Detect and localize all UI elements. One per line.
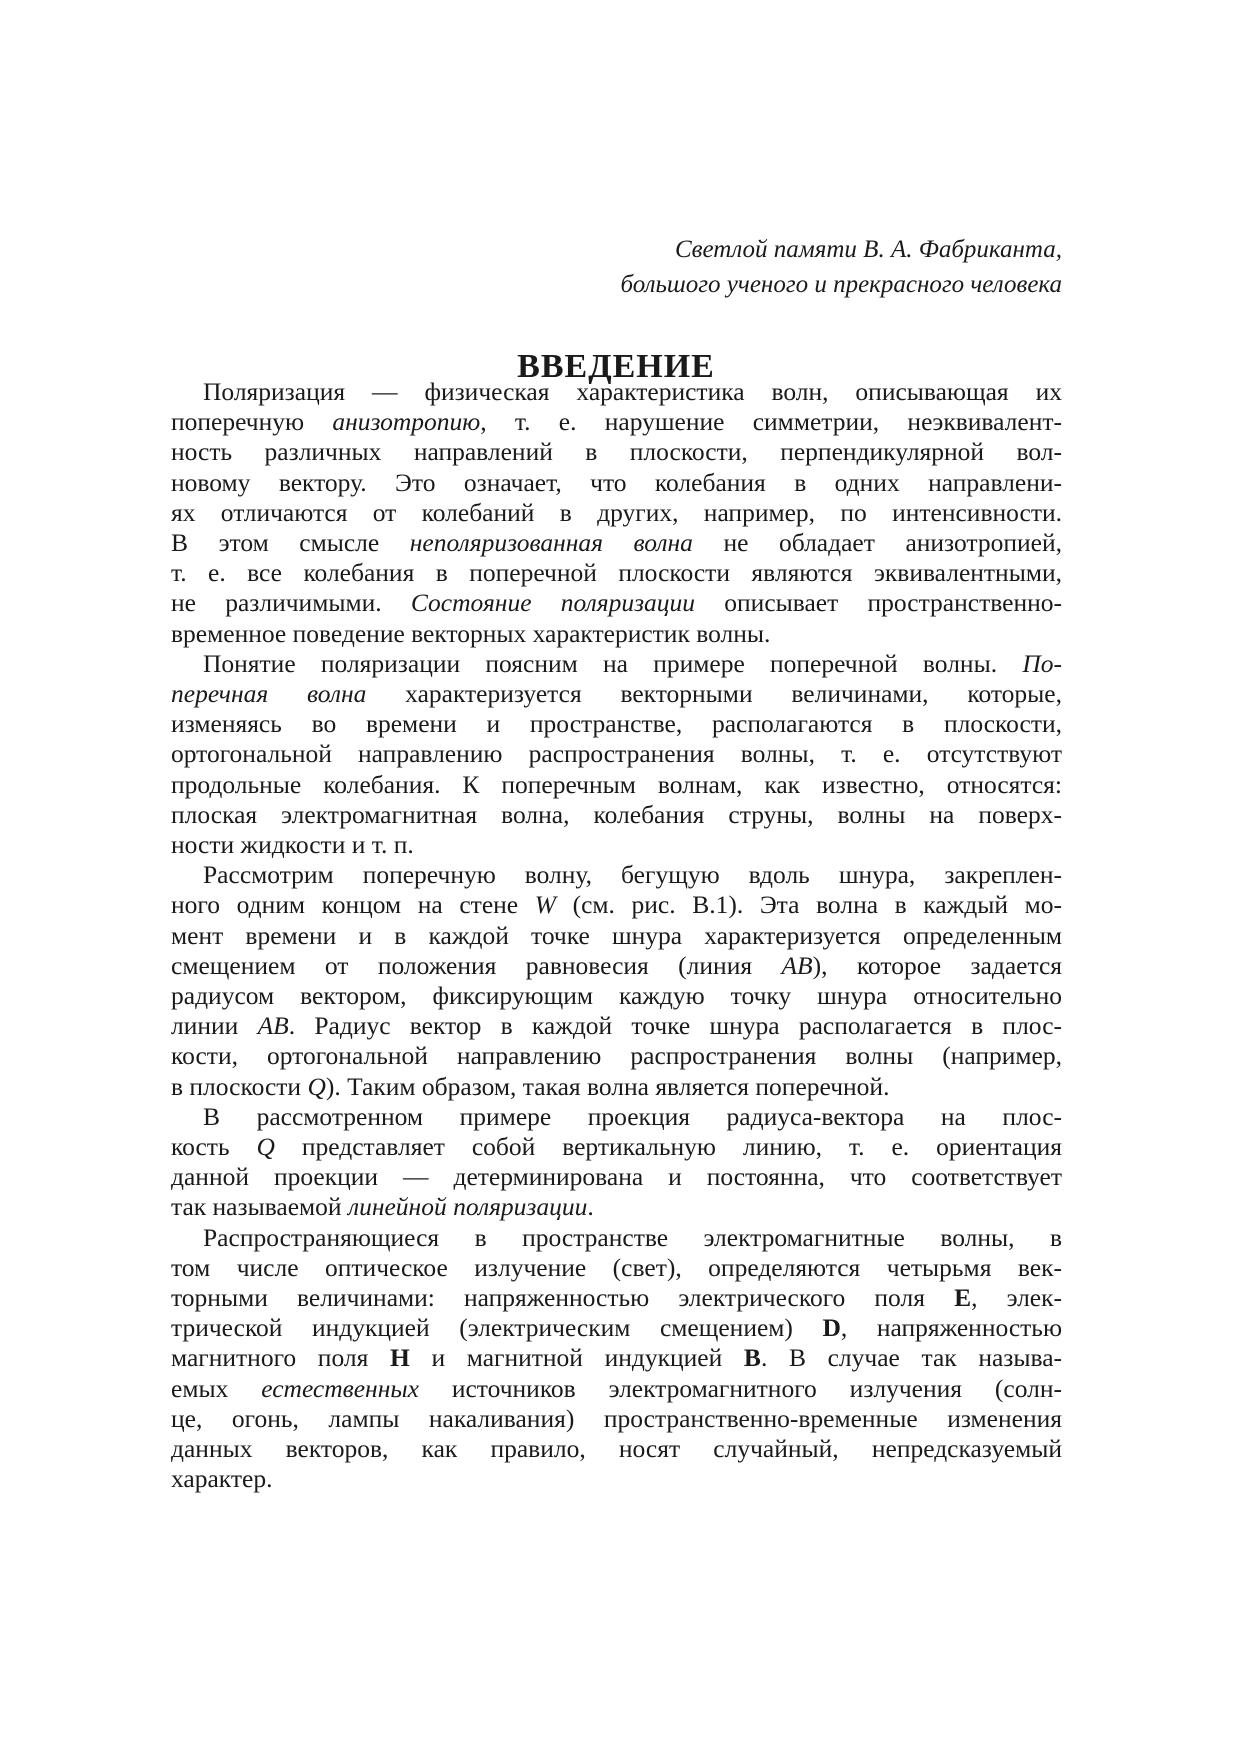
text-line — [171, 435, 1062, 469]
text-run: характер. — [171, 1464, 273, 1494]
bold-symbol: E — [954, 1283, 972, 1312]
text-run: линии — [171, 1011, 258, 1041]
text-run: радиусом вектором, фиксирующим каждую точку шнура относительно — [171, 981, 1062, 1010]
text-run: (см. рис. В.1). Эта волна в каждый мо- — [555, 890, 1062, 920]
text-line — [171, 405, 1062, 439]
text-run: Рассмотрим поперечную волну, бегущую вдоль шнура, закреплен- — [203, 860, 1062, 890]
text-line — [171, 798, 1062, 832]
text-line — [203, 858, 1062, 892]
text-run: Понятие поляризации поясним на примере поперечной волны. — [203, 648, 1023, 678]
text-run: трической индукцией (электрическим смещением) — [171, 1313, 823, 1343]
text-line — [203, 1221, 1062, 1255]
bold-symbol: H — [389, 1343, 410, 1373]
italic-term: Состояние поляризации — [410, 588, 696, 618]
text-run: продольные колебания. К поперечным волнам, как известно, относятся: — [171, 769, 1062, 799]
text-run: так называемой — [171, 1192, 348, 1222]
text-run: це, огонь, лампы накаливания) пространственно-временные изменения — [171, 1403, 1062, 1433]
text-run: плоская электромагнитная волна, колебания струны, волны на поверх- — [171, 799, 1062, 829]
italic-term: AB — [257, 1011, 289, 1041]
text-run: торными величинами: напряженностью электрического поля — [171, 1283, 955, 1312]
text-run: мент времени и в каждой точке шнура характеризуется определенным — [171, 920, 1062, 950]
text-line — [171, 1402, 1062, 1436]
italic-term: неполяризованная волна — [409, 528, 693, 557]
text-line — [171, 828, 1062, 862]
dedication-line-2: большого ученого и прекрасного человека — [620, 271, 1062, 298]
italic-term: По- — [1022, 648, 1062, 678]
text-run: ортогональной направлению распространения волны, т. е. отсутствуют — [171, 739, 1062, 769]
chapter-heading: ВВЕДЕНИЕ — [517, 348, 715, 385]
text-line — [171, 949, 1062, 983]
text-run: В рассмотренном примере проекция радиуса-вектора на плос- — [203, 1101, 1062, 1131]
text-run: кость — [171, 1132, 257, 1161]
text-line — [171, 556, 1062, 590]
text-line — [171, 1462, 1062, 1496]
text-line — [171, 1432, 1062, 1466]
text-line — [171, 1372, 1062, 1406]
text-line — [171, 496, 1062, 530]
italic-term: линейной поляризации — [347, 1192, 588, 1222]
text-run: ности жидкости и т. п. — [171, 830, 414, 859]
italic-term: естественных — [261, 1373, 419, 1403]
italic-term: анизотропию — [332, 407, 481, 437]
text-run: характеризуется векторными величинами, которые, — [366, 679, 1062, 708]
text-line — [171, 677, 1062, 711]
text-line — [171, 1160, 1062, 1194]
text-run: источников электромагнитного излучения (солн- — [418, 1373, 1062, 1403]
dedication-line-1: Светлой памяти В. А. Фабриканта, — [675, 236, 1062, 263]
text-run: . Радиус вектор в каждой точке шнура располагается в плос- — [288, 1011, 1062, 1041]
text-run: смещением от положения равновесия (линия — [171, 950, 782, 980]
text-line — [171, 919, 1062, 953]
text-run: ность различных направлений в плоскости, перпендикулярной вол- — [171, 437, 1062, 467]
text-run: ). Таким образом, такая волна является поперечной. — [325, 1071, 890, 1101]
text-run: описывает пространственно- — [695, 588, 1062, 618]
text-line — [171, 1281, 1062, 1315]
text-run: кости, ортогональной направлению распространения волны (например, — [171, 1041, 1062, 1071]
text-line — [171, 768, 1062, 802]
text-line — [171, 1251, 1062, 1285]
text-run: емых — [171, 1373, 262, 1403]
text-run: , т. е. нарушение симметрии, неэквивалент- — [480, 407, 1062, 437]
text-run: Поляризация — физическая характеристика волн, описывающая их — [203, 377, 1062, 406]
text-line — [171, 979, 1062, 1013]
text-run: и магнитной индукцией — [409, 1343, 744, 1373]
bold-symbol: D — [822, 1313, 841, 1343]
text-run: Распространяющиеся в пространстве электромагнитные волны, в — [203, 1222, 1062, 1252]
text-run: данной проекции — детерминирована и постоянна, что соответствует — [171, 1162, 1062, 1192]
italic-term: Q — [256, 1132, 275, 1161]
italic-term: W — [534, 890, 556, 920]
text-line — [171, 888, 1062, 922]
text-line — [203, 1100, 1062, 1134]
text-run: . В случае так называ- — [760, 1343, 1063, 1373]
italic-term: Q — [307, 1071, 326, 1101]
text-run: новому вектору. Это означает, что колебания в одних направлени- — [171, 467, 1062, 497]
text-line — [171, 526, 1062, 560]
italic-term: перечная волна — [171, 679, 367, 708]
text-line — [171, 1190, 1062, 1224]
text-line — [171, 1009, 1062, 1043]
text-run: , элек- — [971, 1283, 1062, 1312]
text-run: . — [587, 1192, 594, 1222]
text-line — [171, 1039, 1062, 1073]
text-run: том числе оптическое излучение (свет), определяются четырьмя век- — [171, 1252, 1062, 1282]
text-run: , напряженностью — [840, 1313, 1062, 1343]
text-run: ), которое задается — [812, 950, 1063, 980]
text-line — [171, 617, 1062, 651]
text-run: ях отличаются от колебаний в других, например, по интенсивности. — [171, 497, 1062, 527]
text-run: В этом смысле — [171, 528, 410, 557]
text-line — [171, 1311, 1062, 1345]
text-run: не обладает анизотропией, — [692, 528, 1062, 557]
text-run: изменяясь во времени и пространстве, располагаются в плоскости, — [171, 709, 1062, 739]
italic-term: AB — [781, 950, 813, 980]
text-run: в плоскости — [171, 1071, 308, 1101]
text-run: поперечную — [171, 407, 333, 437]
text-run: не различимыми. — [171, 588, 411, 618]
text-run: т. е. все колебания в поперечной плоскости являются эквивалентными, — [171, 558, 1062, 588]
text-line — [171, 1130, 1062, 1164]
text-line — [171, 586, 1062, 620]
text-line — [171, 1341, 1062, 1375]
text-line — [171, 737, 1062, 771]
text-run: данных векторов, как правило, носят случайный, непредсказуемый — [171, 1434, 1062, 1463]
text-run: представляет собой вертикальную линию, т. е. ориентация — [274, 1132, 1062, 1161]
text-line — [171, 466, 1062, 500]
text-line — [203, 647, 1062, 681]
text-run: временное поведение векторных характеристик волны. — [171, 618, 771, 648]
text-line — [203, 375, 1062, 409]
text-run: магнитного поля — [171, 1343, 390, 1373]
text-line — [171, 1070, 1062, 1104]
bold-symbol: B — [743, 1343, 761, 1373]
text-run: ного одним концом на стене — [171, 890, 535, 920]
text-line — [171, 707, 1062, 741]
